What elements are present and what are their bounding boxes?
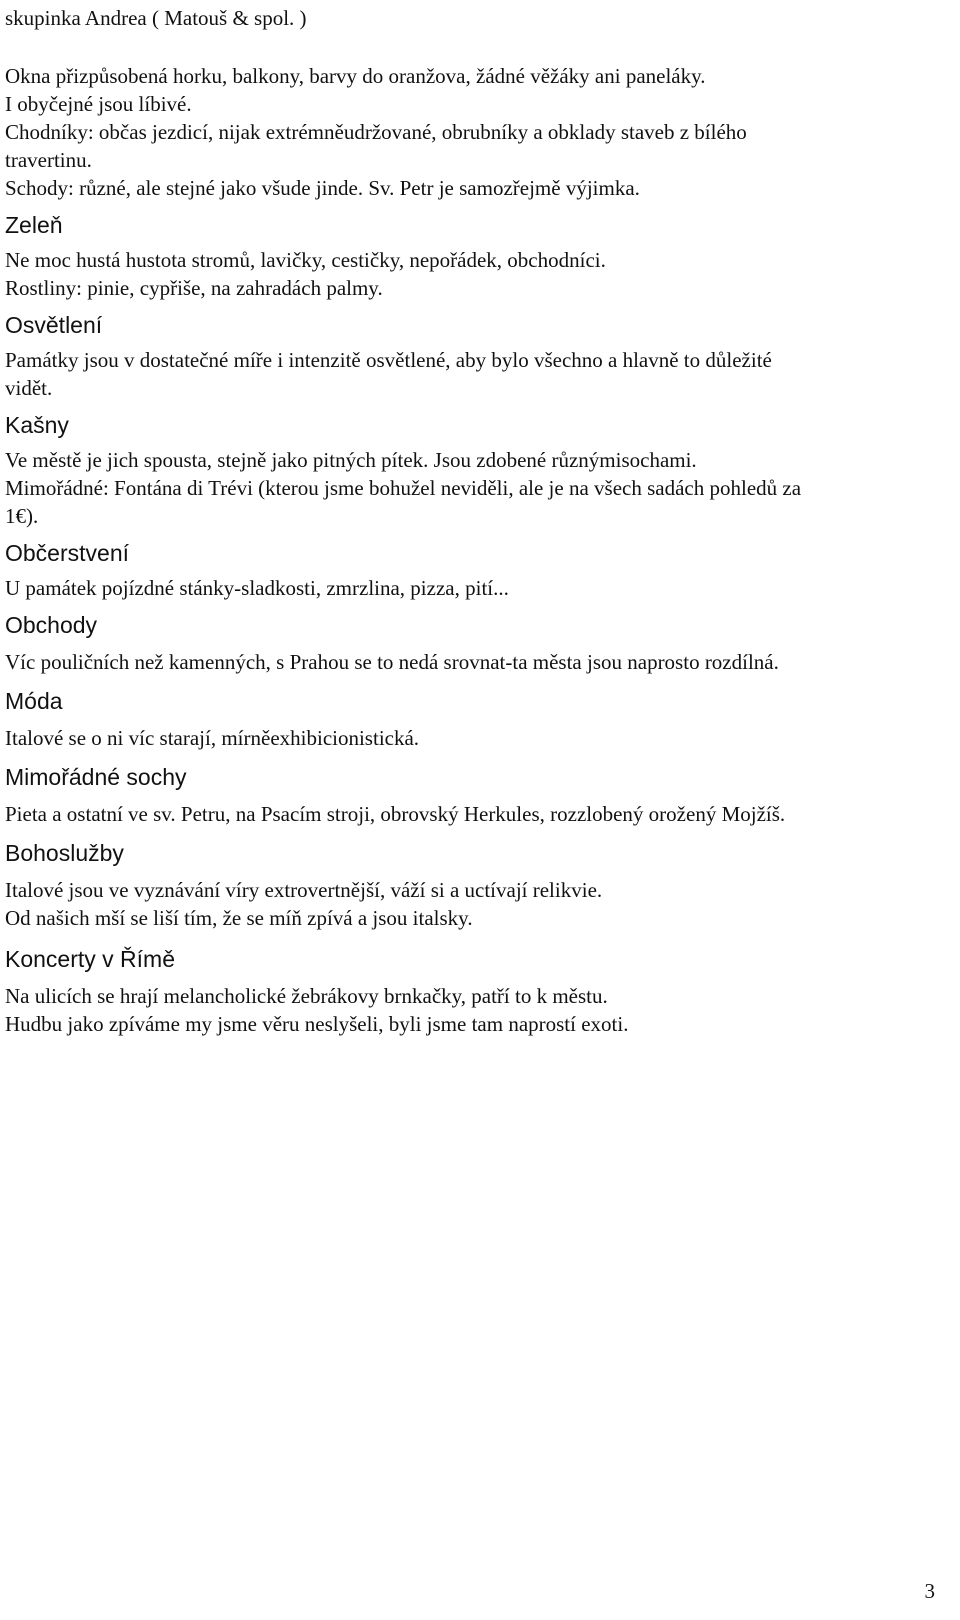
section-line: Ne moc hustá hustota stromů, lavičky, cestičky, nepořádek, obchodníci. bbox=[5, 248, 606, 272]
intro-line: Okna přizpůsobená horku, balkony, barvy do oranžova, žádné věžáky ani paneláky. bbox=[5, 64, 706, 88]
section-heading: Zeleň bbox=[5, 212, 63, 238]
section-heading: Občerstvení bbox=[5, 540, 129, 566]
section-line: Mimořádné: Fontána di Trévi (kterou jsme bohužel neviděli, ale je na všech sadách pohledů za bbox=[5, 476, 802, 500]
section-line: vidět. bbox=[5, 376, 53, 400]
page-content bbox=[5, 4, 935, 1038]
section-koncerty bbox=[5, 944, 935, 1038]
section-line: Rostliny: pinie, cypřiše, na zahradách palmy. bbox=[5, 276, 383, 300]
section-kasny bbox=[5, 410, 935, 530]
spacer bbox=[5, 32, 935, 62]
section-heading: Bohoslužby bbox=[5, 840, 124, 866]
section-bohosluzby bbox=[5, 838, 935, 932]
section-osvetleni bbox=[5, 310, 935, 402]
section-line: Od našich mší se liší tím, že se míň zpívá a jsou italsky. bbox=[5, 906, 473, 930]
section-line: U památek pojízdné stánky-sladkosti, zmrzlina, pizza, pití... bbox=[5, 576, 509, 600]
section-line: Italové se o ni víc starají, mírněexhibicionistická. bbox=[5, 726, 420, 750]
section-obcerstveni bbox=[5, 538, 935, 602]
section-line: Italové jsou ve vyznávání víry extrovertnější, váží si a uctívají relikvie. bbox=[5, 878, 603, 902]
section-heading: Kašny bbox=[5, 412, 69, 438]
group-header-line: skupinka Andrea ( Matouš & spol. ) bbox=[5, 6, 307, 30]
section-line: Ve městě je jich spousta, stejně jako pitných pítek. Jsou zdobené různýmisochami. bbox=[5, 448, 697, 472]
intro-line: travertinu. bbox=[5, 148, 92, 172]
intro-line: Schody: různé, ale stejné jako všude jinde. Sv. Petr je samozřejmě výjimka. bbox=[5, 176, 640, 200]
section-line: Hudbu jako zpíváme my jsme věru neslyšeli, byli jsme tam naprostí exoti. bbox=[5, 1012, 629, 1036]
intro-line: I obyčejné jsou líbivé. bbox=[5, 92, 192, 116]
section-heading: Mimořádné sochy bbox=[5, 764, 187, 790]
intro-line: Chodníky: občas jezdicí, nijak extrémněudržované, obrubníky a obklady staveb z bílého bbox=[5, 120, 747, 144]
section-line: 1€). bbox=[5, 504, 39, 528]
section-line: Na ulicích se hrají melancholické žebrákovy brnkačky, patří to k městu. bbox=[5, 984, 608, 1008]
section-heading: Koncerty v Římě bbox=[5, 946, 175, 972]
section-zelen bbox=[5, 210, 935, 302]
section-obchody bbox=[5, 610, 935, 676]
section-moda bbox=[5, 686, 935, 752]
section-heading: Osvětlení bbox=[5, 312, 103, 338]
section-mimoradne-sochy bbox=[5, 762, 935, 828]
section-line: Památky jsou v dostatečné míře i intenzitě osvětlené, aby bylo všechno a hlavně to důležité bbox=[5, 348, 772, 372]
section-heading: Móda bbox=[5, 688, 63, 714]
page-number: 3 bbox=[924, 1579, 935, 1603]
section-line: Víc pouličních než kamenných, s Prahou se to nedá srovnat-ta města jsou naprosto rozdílná. bbox=[5, 650, 779, 674]
section-line: Pieta a ostatní ve sv. Petru, na Psacím stroji, obrovský Herkules, rozzlobený orožený Mojžíš. bbox=[5, 802, 786, 826]
intro-paragraph bbox=[5, 62, 935, 202]
section-heading: Obchody bbox=[5, 612, 98, 638]
